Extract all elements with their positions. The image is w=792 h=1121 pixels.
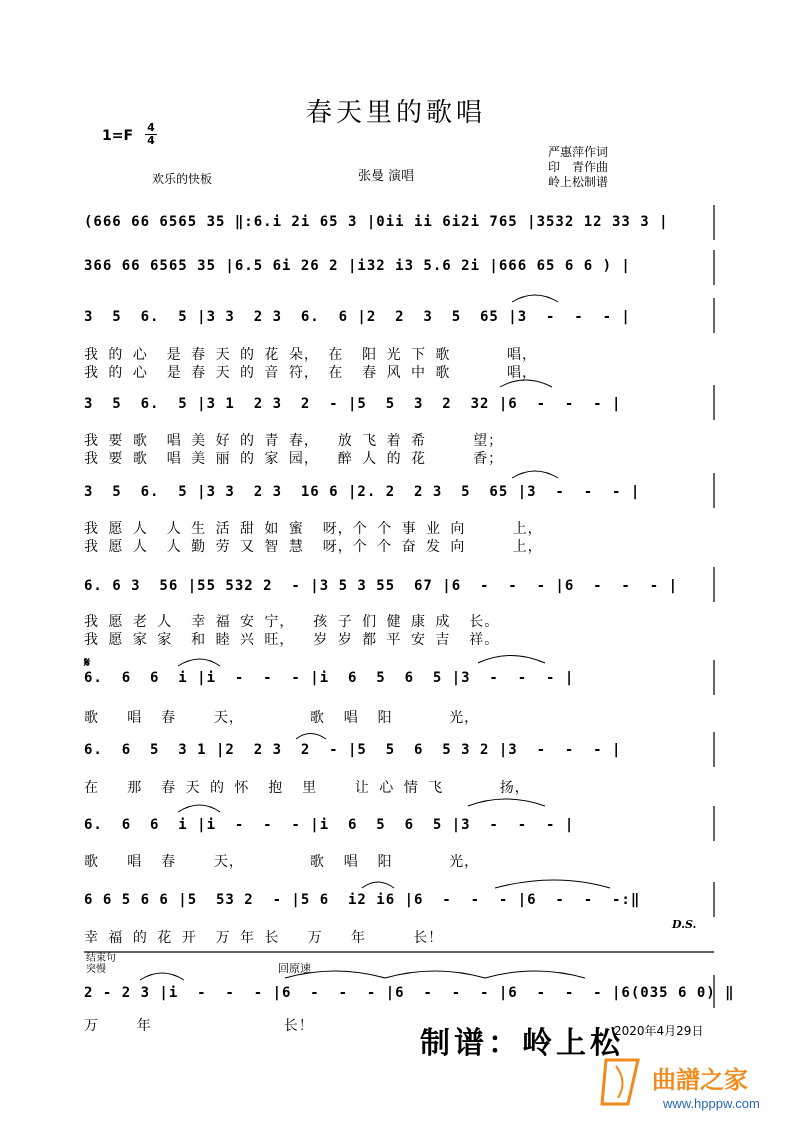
page-title: 春天里的歌唱	[305, 98, 486, 128]
transcriber-credit: 岭上松制谱	[548, 175, 609, 189]
lyric-row-9: 歌 唱 春 天， 歌 唱 阳 光，	[84, 854, 480, 870]
composer-credit: 印 青作曲	[548, 160, 609, 174]
watermark-url: www.hpppw.com	[663, 1096, 760, 1111]
lyric-row-3a: 我 的 心 是 春 天 的 花 朵， 在 阳 光 下 歌 唱，	[84, 347, 538, 363]
lyric-row-5a: 我 愿 人 人 生 活 甜 如 蜜 呀，个 个 事 业 向 上，	[84, 521, 543, 537]
slur	[468, 799, 545, 806]
score-row-6-notes: 6. 6 3 56 |55 532 2 - |3 5 3 55 67 |6 - - - |6 - - - |	[84, 578, 679, 594]
score-row-11-notes: 2 - 2 3 |i - - - |6 - - - |6 - - - |6 - - - |6(035 6 0) ‖	[84, 985, 735, 1001]
score-row-9-notes: 6. 6 6 i |i - - - |i 6 5 6 5 |3 - - - |	[84, 817, 575, 833]
lyric-row-11: 万 年 长！	[84, 1018, 314, 1034]
lyric-row-6a: 我 愿 老 人 幸 福 安 宁， 孩 子 们 健 康 成 长。	[84, 614, 500, 630]
lyric-row-3b: 我 的 心 是 春 天 的 音 符， 在 春 风 中 歌 唱，	[84, 365, 538, 381]
lyricist-credit: 严惠萍作词	[548, 145, 609, 159]
slur	[385, 971, 485, 978]
slur	[178, 659, 220, 666]
slur	[296, 734, 326, 740]
score-row-1-notes: (666 66 6565 35 ‖:6.i 2i 65 3 |0ii ii 6i2i 765 |3532 12 33 3 |	[84, 214, 669, 230]
lyric-row-5b: 我 愿 人 人 勤 劳 又 智 慧 呀，个 个 奋 发 向 上，	[84, 539, 543, 555]
slur	[362, 882, 394, 888]
lyric-row-4b: 我 要 歌 唱 美 丽 的 家 园， 醉 人 的 花 香；	[84, 451, 504, 467]
lyric-row-6b: 我 愿 家 家 和 睦 兴 旺， 岁 岁 都 平 安 吉 祥。	[84, 632, 500, 648]
score-row-5-notes: 3 5 6. 5 |3 3 2 3 16 6 |2. 2 2 3 5 65 |3 - - - |	[84, 484, 641, 500]
slur	[140, 973, 184, 980]
lyric-row-8: 在 那 春 天 的 怀 抱 里 让 心 情 飞 扬，	[84, 780, 530, 796]
lyric-row-7: 歌 唱 春 天， 歌 唱 阳 光，	[84, 710, 480, 726]
transcriber-signature: 制谱：岭上松	[420, 1026, 624, 1061]
tempo-return-label: 回原速	[278, 962, 311, 975]
slur	[478, 656, 545, 664]
ds-marking: D.S.	[672, 918, 697, 931]
key-signature: 1=F	[102, 128, 134, 144]
slur	[512, 295, 558, 302]
slur	[495, 880, 610, 888]
lyric-row-10: 幸 福 的 花 开 万 年 长 万 年 长！	[84, 930, 444, 946]
site-logo-icon	[598, 1052, 648, 1112]
ending-label: 结束句 突慢	[86, 953, 116, 975]
lyric-row-4a: 我 要 歌 唱 美 好 的 青 春， 放 飞 着 希 望；	[84, 433, 504, 449]
meter-top: 4	[145, 122, 157, 135]
slur	[512, 471, 558, 478]
score-row-4-notes: 3 5 6. 5 |3 1 2 3 2 - |5 5 3 2 32 |6 - - - |	[84, 396, 622, 412]
tempo-marking: 欢乐的快板	[152, 172, 213, 186]
slur	[500, 380, 552, 387]
slur	[285, 971, 385, 978]
score-row-7-notes: 6. 6 6 i |i - - - |i 6 5 6 5 |3 - - - |	[84, 670, 575, 686]
score-row-8-notes: 6. 6 5 3 1 |2 2 3 2 - |5 5 6 5 3 2 |3 - - - |	[84, 742, 622, 758]
watermark-text: 曲譜之家	[652, 1066, 748, 1094]
slur	[485, 971, 585, 978]
slur	[178, 805, 220, 812]
score-row-2-notes: 366 66 6565 35 |6.5 6i 26 2 |i32 i3 5.6 2i |666 65 6 6 ) |	[84, 258, 631, 274]
score-row-10-notes: 6 6 5 6 6 |5 53 2 - |5 6 i2 i6 |6 - - - |6 - - -:‖	[84, 892, 641, 908]
score-row-3-notes: 3 5 6. 5 |3 3 2 3 6. 6 |2 2 3 5 65 |3 - - - |	[84, 309, 631, 325]
segno-sign: 𝄋	[84, 655, 91, 671]
singer-credit: 张曼 演唱	[358, 169, 415, 184]
meter-bottom: 4	[147, 134, 155, 147]
date-label: 2020年4月29日	[614, 1024, 704, 1038]
